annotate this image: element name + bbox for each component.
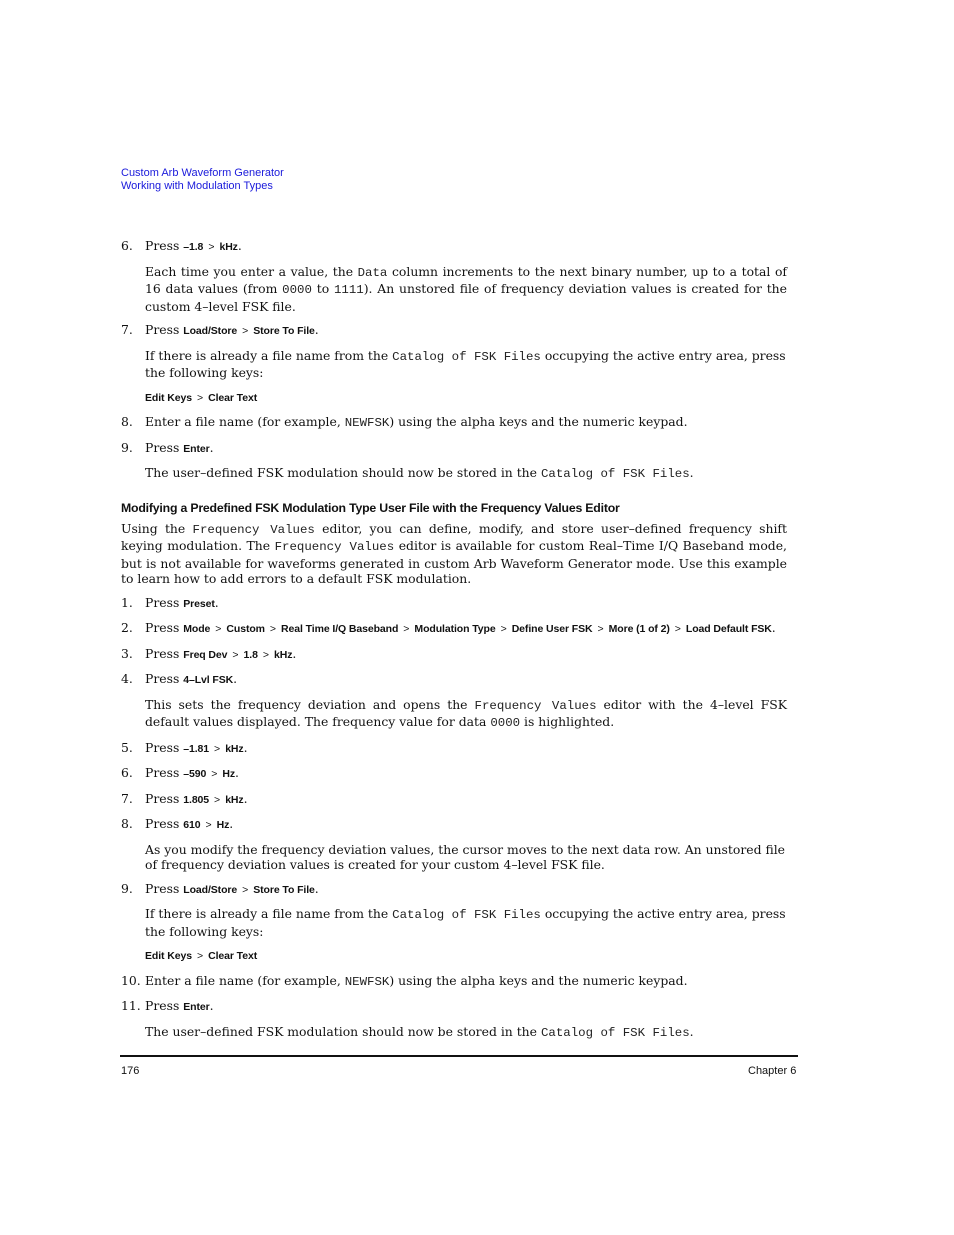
key-separator: >: [215, 623, 222, 635]
period: .: [229, 816, 234, 831]
key-clear-text: Clear Text: [208, 391, 258, 404]
key-modulation-type: Modulation Type: [414, 623, 496, 635]
text: column increments to the next binary number, up to a total of 16 data values (from: [145, 263, 788, 296]
key-define-user-fsk: Define User FSK: [511, 623, 593, 635]
section-heading: Modifying a Predefined FSK Modulation Type User File with the Frequency Values Editor: [121, 500, 620, 515]
key-freq-dev: Freq Dev: [183, 648, 228, 661]
press-text: Press: [145, 645, 180, 661]
press-text: Press: [145, 620, 180, 635]
step-7-description: [145, 348, 787, 381]
code-data: Data: [357, 265, 388, 280]
step-number: 3.: [121, 645, 133, 661]
key-separator: >: [232, 648, 239, 661]
key-load-default-fsk: Load Default FSK: [685, 623, 772, 635]
text: occupying the active entry area, press the following keys:: [145, 347, 786, 380]
text: Using the: [121, 520, 186, 536]
text: The user–defined FSK modulation should now be stored in the: [145, 1023, 537, 1039]
key-separator: >: [196, 391, 204, 404]
key-separator: >: [205, 819, 212, 831]
text: to: [316, 281, 330, 296]
press-text: Press: [145, 594, 180, 610]
step-8: [121, 414, 787, 432]
key-clear-text: Clear Text: [208, 950, 258, 962]
step-number: 1.: [121, 594, 133, 610]
key-khz: kHz: [219, 241, 238, 253]
key-hz: Hz: [216, 819, 230, 831]
chapter-label: Chapter 6: [748, 1065, 797, 1077]
press-text: Press: [145, 765, 180, 780]
key-preset: Preset: [183, 597, 215, 610]
key-separator: >: [214, 793, 221, 806]
key-1-805: 1.805: [183, 793, 210, 806]
step-3: [121, 646, 787, 664]
key-store-to-file: Store To File: [253, 325, 315, 337]
step-number: 2.: [121, 620, 133, 635]
key-separator: >: [262, 648, 269, 661]
key-load-store: Load/Store: [183, 325, 238, 337]
step-number: 5.: [121, 739, 133, 755]
key-khz: kHz: [273, 648, 293, 661]
key-separator: >: [597, 623, 604, 635]
step-number: 8.: [121, 816, 133, 831]
code-frequency-values: Frequency Values: [474, 698, 597, 713]
text: Enter a file name (for example,: [145, 414, 341, 429]
header-link-chapter[interactable]: Custom Arb Waveform Generator: [121, 167, 284, 179]
press-text: Press: [145, 880, 180, 896]
step-number: 9.: [121, 439, 133, 455]
code-newfsk: NEWFSK: [344, 416, 390, 430]
key-separator: >: [269, 623, 277, 635]
key-enter: Enter: [183, 442, 210, 455]
key-4-lvl-fsk: 4–Lvl FSK: [183, 674, 234, 686]
step-7b: [121, 791, 787, 809]
step-9b: [121, 881, 787, 899]
key-mode: Mode: [183, 623, 211, 635]
text: If there is already a file name from the: [145, 347, 389, 363]
running-header: [121, 167, 284, 192]
step-number: 7.: [121, 322, 133, 337]
step-7: [121, 322, 787, 340]
key-edit-keys: Edit Keys: [145, 391, 192, 404]
key-minus-1-8: –1.8: [183, 241, 204, 253]
step-number: 6.: [121, 238, 133, 253]
step-11-description: [145, 1024, 787, 1042]
press-text: Press: [145, 816, 180, 831]
key-sequence: [145, 389, 787, 407]
step-8-description: As you modify the frequency deviation values, the cursor moves to the next data row. An unstored file of frequency deviation values is created for your custom 4–level FSK file.: [145, 841, 786, 872]
key-separator: >: [214, 742, 221, 755]
key-hz: Hz: [222, 768, 236, 780]
text: editor with the 4–level FSK default values displayed. The frequency value for data: [145, 696, 787, 729]
key-610: 610: [183, 819, 201, 831]
step-5: [121, 740, 787, 758]
text: ) using the alpha keys and the numeric keypad.: [389, 972, 688, 988]
code-0000: 0000: [490, 716, 521, 730]
text: ). An unstored file of frequency deviation values is created for the custom 4–level FSK file.: [145, 281, 787, 314]
step-6: [121, 238, 787, 256]
text: The user–defined FSK modulation should now be stored in the: [145, 465, 537, 480]
key-separator: >: [211, 768, 218, 780]
period: .: [292, 645, 297, 661]
key-sequence: [145, 947, 787, 965]
key-separator: >: [242, 883, 249, 896]
code-frequency-values: Frequency Values: [192, 522, 315, 537]
key-separator: >: [242, 325, 249, 337]
step-6-description: [145, 264, 787, 315]
step-9-description: [145, 465, 787, 483]
press-text: Press: [145, 998, 180, 1013]
code-catalog: Catalog of FSK Files: [392, 349, 541, 364]
press-text: Press: [145, 671, 180, 686]
step-4-description: [145, 697, 787, 732]
press-text: Press: [145, 790, 180, 806]
step-2: [121, 620, 787, 638]
period: .: [233, 671, 238, 686]
period: .: [209, 439, 214, 455]
key-enter: Enter: [183, 1001, 210, 1013]
step-number: 10.: [121, 972, 141, 988]
text: .: [689, 1023, 694, 1039]
step-9b-description: [145, 906, 787, 939]
key-separator: >: [500, 623, 507, 635]
code-newfsk: NEWFSK: [344, 974, 390, 989]
section-intro: [121, 521, 787, 587]
code-0000: 0000: [282, 283, 312, 297]
key-separator: >: [403, 623, 410, 635]
text: This sets the frequency deviation and opens the: [145, 696, 468, 712]
period: .: [209, 998, 214, 1013]
step-number: 7.: [121, 790, 133, 806]
key-separator: >: [208, 241, 215, 253]
step-6b: [121, 765, 787, 783]
press-text: Press: [145, 238, 180, 253]
key-edit-keys: Edit Keys: [145, 950, 192, 962]
key-minus-590: –590: [183, 768, 207, 780]
press-text: Press: [145, 322, 180, 337]
key-store-to-file: Store To File: [253, 883, 315, 896]
key-khz: kHz: [225, 742, 244, 755]
press-text: Press: [145, 739, 180, 755]
key-1-8: 1.8: [243, 648, 258, 661]
key-load-store: Load/Store: [183, 883, 238, 896]
text: If there is already a file name from the: [145, 906, 389, 921]
step-4: [121, 671, 787, 689]
period: .: [243, 790, 248, 806]
code-1111: 1111: [333, 283, 364, 297]
period: .: [235, 765, 239, 780]
step-10: [121, 973, 787, 991]
period: .: [771, 620, 776, 635]
text: .: [689, 465, 694, 480]
key-custom: Custom: [226, 623, 265, 635]
footer-rule: [120, 1055, 798, 1057]
key-real-time-iq: Real Time I/Q Baseband: [281, 623, 399, 635]
key-separator: >: [196, 950, 204, 962]
step-number: 9.: [121, 880, 133, 896]
period: .: [314, 322, 319, 337]
header-link-section[interactable]: Working with Modulation Types: [121, 179, 273, 192]
key-separator: >: [674, 623, 681, 635]
period: .: [243, 739, 248, 755]
page-number: 176: [121, 1065, 140, 1077]
step-1: [121, 595, 787, 613]
text: ) using the alpha keys and the numeric keypad.: [389, 414, 688, 429]
text: editor, you can define, modify, and store user–defined frequency shift keying modulation. The: [121, 520, 787, 553]
text: is highlighted.: [524, 714, 615, 729]
key-more: More (1 of 2): [608, 623, 670, 635]
text: Each time you enter a value, the: [145, 263, 354, 279]
step-number: 8.: [121, 414, 133, 429]
key-khz: kHz: [225, 793, 244, 806]
step-number: 4.: [121, 671, 133, 686]
code-frequency-values: Frequency Values: [274, 540, 395, 554]
key-minus-1-81: –1.81: [183, 742, 210, 755]
code-catalog: Catalog of FSK Files: [392, 908, 541, 922]
period: .: [237, 238, 242, 253]
step-8b: [121, 816, 787, 834]
press-text: Press: [145, 439, 180, 455]
main-content: [121, 238, 787, 1049]
text: Enter a file name (for example,: [145, 972, 341, 988]
period: .: [214, 594, 219, 610]
text: editor is available for custom Real–Time I/Q Baseband mode, but is not available for waveforms generated in custom Arb Waveform Generator mode. Use this example to learn how to add errors to a default FSK modulation.: [121, 538, 787, 586]
code-catalog: Catalog of FSK Files: [540, 467, 690, 481]
step-number: 6.: [121, 765, 133, 780]
period: .: [314, 880, 319, 896]
text: occupying the active entry area, press the following keys:: [145, 906, 786, 939]
step-number: 11.: [121, 998, 141, 1013]
step-9: [121, 440, 787, 458]
code-catalog: Catalog of FSK Files: [540, 1025, 690, 1040]
step-11: [121, 998, 787, 1016]
